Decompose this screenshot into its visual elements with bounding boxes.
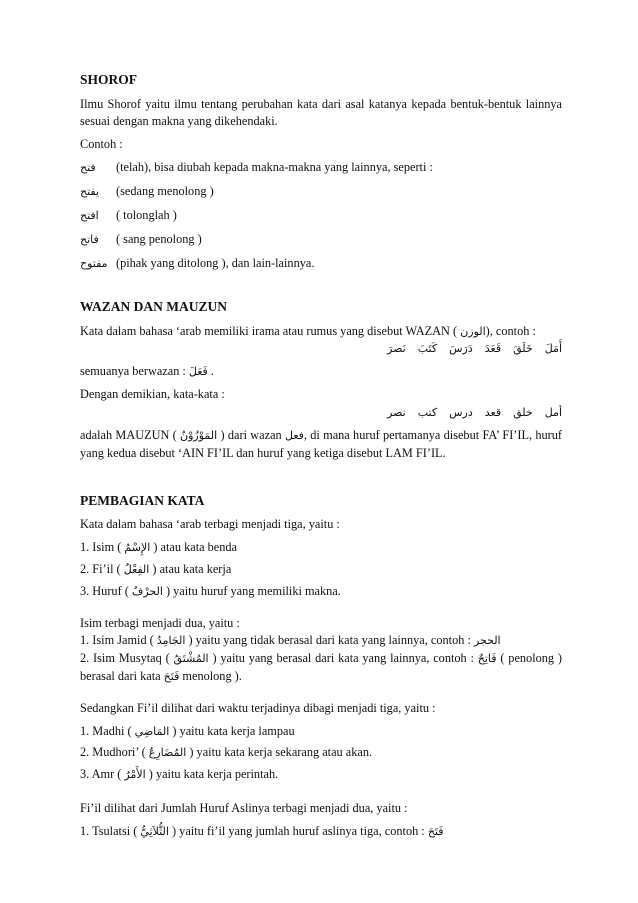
arabic-word: قعد <box>484 406 502 420</box>
item-arabic: الفِعْلُ <box>123 562 150 576</box>
arabic-word: دَرَسَ <box>449 342 473 356</box>
example-arabic: افتح <box>80 209 99 223</box>
list-item <box>80 583 562 601</box>
isim-jamid <box>80 632 562 650</box>
arabic-word: خلق <box>513 406 533 420</box>
wazan-text: Kata dalam bahasa ‘arab memiliki irama atau rumus yang disebut WAZAN ( <box>80 323 458 338</box>
isim-arabic: المُشْتَقُ <box>173 652 209 666</box>
isim-text: ( penolong ) berasal dari kata <box>80 651 562 683</box>
example-text: (telah), bisa diubah kepada makna-makna yang lainnya, seperti : <box>116 160 433 175</box>
shorof-intro: Ilmu Shorof yaitu ilmu tentang perubahan kata dari asal katanya kepada bentuk-bentuk lainnya sesuai dengan makna yang dikehendaki. <box>80 96 562 129</box>
wazan-arabic: فَعَلَ <box>188 365 208 379</box>
item-text: 1. Isim ( <box>80 540 122 555</box>
wazan-words-plain <box>80 405 562 421</box>
arabic-word: نَصرَ <box>387 342 406 356</box>
fiil-intro: Sedangkan Fi’il dilihat dari waktu terjadinya dibagi menjadi tiga, yaitu : <box>80 700 436 715</box>
item-arabic: الحرْفُ <box>131 584 163 598</box>
section-title-pembagian: PEMBAGIAN KATA <box>80 492 205 508</box>
item-text: 3. Amr ( <box>80 767 122 782</box>
item-text: ) atau kata benda <box>153 540 237 555</box>
tsulatsi-arabic: فَتَحَ <box>427 824 444 838</box>
example-row <box>80 159 562 183</box>
arabic-word: خَلَقَ <box>513 342 533 356</box>
arabic-word: قَعَدَ <box>484 342 502 356</box>
item-arabic: المُضَارِعُ <box>148 746 187 760</box>
wazan-arabic: فعل <box>285 428 304 442</box>
spacer <box>80 686 562 700</box>
tsulatsi-arabic: الثُّلاَثِيُّ <box>140 824 169 838</box>
wazan-text: . <box>210 364 214 379</box>
isim-musytaq <box>80 650 562 686</box>
spacer <box>80 605 562 615</box>
example-text: (pihak yang ditolong ), dan lain-lainnya. <box>116 256 315 271</box>
example-arabic: يفتح <box>80 185 100 199</box>
example-arabic: مفتوح <box>80 257 108 271</box>
item-text: ) yaitu kata kerja sekarang atau akan. <box>189 745 373 760</box>
huruf-asli-intro: Fi’il dilihat dari Jumlah Huruf Aslinya terbagi menjadi dua, yaitu : <box>80 801 408 816</box>
list-item <box>80 561 562 579</box>
item-text: 3. Huruf ( <box>80 583 129 598</box>
wazan-paragraph-2 <box>80 363 562 381</box>
wazan-arabic: المَوْزُوْنُ <box>180 428 218 442</box>
wazan-text: semuanya berwazan : <box>80 364 186 379</box>
fiil-types-list <box>80 723 562 784</box>
item-text: 2. Fi’il ( <box>80 561 121 576</box>
isim-intro: Isim terbagi menjadi dua, yaitu : <box>80 615 240 630</box>
tsulatsi-text: 1. Tsulatsi ( <box>80 823 138 838</box>
wazan-text: , di mana huruf pertamanya disebut FA’ FI’IL, huruf yang kedua disebut ‘AIN FI’IL dan huruf yang ketiga disebut LAM FI’IL. <box>80 427 562 460</box>
example-text: ( sang penolong ) <box>116 232 202 247</box>
list-item <box>80 744 562 762</box>
example-arabic: فتح <box>80 161 96 175</box>
contoh-label: Contoh : <box>80 137 123 152</box>
isim-text: ) yaitu yang berasal dari kata yang lainnya, contoh : <box>212 651 474 666</box>
example-text: ( tolonglah ) <box>116 208 177 223</box>
isim-arabic: الجَامِدُ <box>156 634 186 648</box>
isim-arabic: الحجر <box>473 634 501 648</box>
spacer <box>80 463 562 491</box>
item-arabic: الإِسْمُ <box>124 541 151 555</box>
shorof-examples <box>80 159 562 279</box>
tsulatsi-item <box>80 823 562 841</box>
example-row <box>80 255 562 279</box>
list-item <box>80 766 562 784</box>
item-text: ) yaitu huruf yang memiliki makna. <box>165 583 341 598</box>
wazan-words-voweled <box>80 341 562 357</box>
wazan-text: ) dari wazan <box>220 427 282 442</box>
isim-text: ) yaitu yang tidak berasal dari kata yang lainnya, contoh : <box>188 633 471 648</box>
example-row <box>80 231 562 255</box>
wazan-paragraph-4 <box>80 427 562 463</box>
pembagian-intro: Kata dalam bahasa ‘arab terbagi menjadi tiga, yaitu : <box>80 517 340 532</box>
document-content <box>80 70 562 841</box>
example-arabic: فاتح <box>80 233 99 247</box>
list-item <box>80 723 562 741</box>
arabic-word: درس <box>449 406 473 420</box>
wazan-arabic: الوزن <box>460 324 486 338</box>
item-arabic: المَاضِي <box>134 724 170 738</box>
item-text: 2. Mudhori’ ( <box>80 745 146 760</box>
item-text: ) yaitu kata kerja perintah. <box>148 767 279 782</box>
isim-arabic: فَتَحَ <box>163 669 180 683</box>
arabic-word: نصر <box>387 406 406 420</box>
isim-arabic: فَاتِحٌ <box>477 652 497 666</box>
example-text: (sedang menolong ) <box>116 184 214 199</box>
section-title-wazan: WAZAN DAN MAUZUN <box>80 299 227 315</box>
wazan-paragraph-3: Dengan demikian, kata-kata : <box>80 387 225 402</box>
item-text: ) atau kata kerja <box>152 561 232 576</box>
wazan-text: ), contoh : <box>485 323 536 338</box>
isim-text: 2. Isim Musytaq ( <box>80 651 170 666</box>
item-text: 1. Madhi ( <box>80 723 132 738</box>
isim-text: 1. Isim Jamid ( <box>80 633 154 648</box>
wazan-paragraph-1 <box>80 323 562 341</box>
arabic-word: أَمَلَ <box>544 342 562 356</box>
arabic-word: كتب <box>417 406 438 420</box>
kata-types-list <box>80 539 562 600</box>
item-text: ) yaitu kata kerja lampau <box>172 723 295 738</box>
arabic-word: أمل <box>544 406 562 420</box>
example-row <box>80 207 562 231</box>
section-title-shorof: SHOROF <box>80 72 138 87</box>
spacer <box>80 788 562 800</box>
tsulatsi-text: ) yaitu fi’il yang jumlah huruf aslinya tiga, contoh : <box>172 823 425 838</box>
wazan-text: adalah MAUZUN ( <box>80 427 177 442</box>
example-row <box>80 183 562 207</box>
isim-text: menolong ). <box>182 668 242 683</box>
item-arabic: الأَمْرُ <box>124 768 146 782</box>
spacer <box>80 279 562 297</box>
arabic-word: كَتَبَ <box>417 342 438 356</box>
list-item <box>80 539 562 557</box>
